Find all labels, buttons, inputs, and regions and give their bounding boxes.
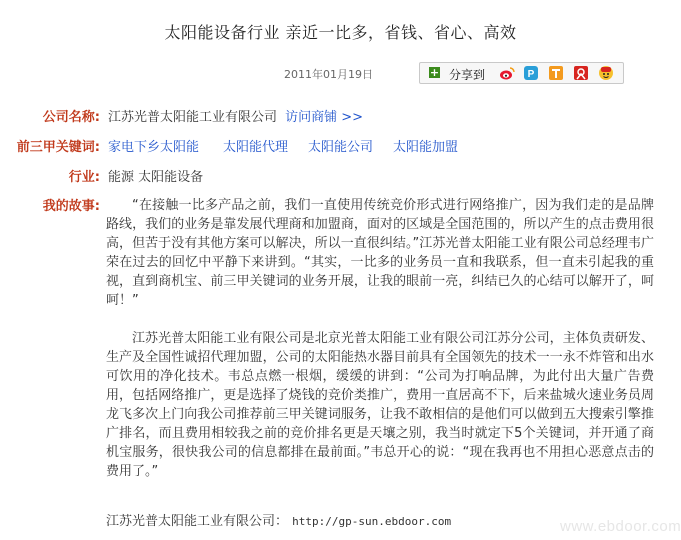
qzone-icon[interactable] <box>523 65 539 81</box>
footer-contact <box>106 510 451 529</box>
tianya-icon[interactable] <box>548 65 564 81</box>
renren-icon[interactable] <box>573 65 589 81</box>
keyword-link[interactable]: 太阳能加盟 <box>393 140 459 155</box>
industry-value: 能源 太阳能设备 <box>108 170 204 185</box>
story-body <box>106 196 654 500</box>
story-paragraph: “在接触一比多产品之前，我们一直使用传统竞价形式进行网络推广，因为我们走的是品牌路线，我们的业务是靠发展代理商和加盟商，面对的区域是全国范围的，所以产生的点击费用很高，但苦于没有其他方案可以解决，所以一直很纠结。”江苏光普太阳能工业有限公司总经理韦广荣在过去的回忆中平静下来讲到。“其实，一比多的业务员一直和我联系，但一直未引起我的重视，直到商机宝、前三甲关键词的业务开展，让我的眼前一亮，纠结已久的心结可以解开了，呵呵！” <box>106 198 654 308</box>
company-row <box>0 106 681 124</box>
company-name-text: 江苏光普太阳能工业有限公司 <box>108 110 278 125</box>
keyword-link[interactable]: 太阳能公司 <box>308 140 374 155</box>
story-label: 我的故事: <box>42 199 100 214</box>
share-label[interactable]: 分享到 <box>449 68 486 82</box>
footer-url[interactable]: http://gp-sun.ebdoor.com <box>292 515 452 528</box>
keyword-link[interactable]: 家电下乡太阳能 <box>108 140 200 155</box>
industry-row <box>0 166 681 184</box>
share-bar[interactable] <box>419 62 624 84</box>
watermark: www.ebdoor.com <box>560 518 681 535</box>
keywords-row <box>0 136 681 154</box>
industry-label: 行业: <box>68 170 100 185</box>
keywords-label: 前三甲关键词: <box>16 140 100 155</box>
plus-icon[interactable]: + <box>429 66 440 79</box>
svg-text:P: P <box>527 69 535 80</box>
kaixin-icon[interactable] <box>598 65 614 81</box>
company-label: 公司名称: <box>42 110 100 125</box>
story-paragraph: 江苏光普太阳能工业有限公司是北京光普太阳能工业有限公司江苏分公司，主体负责研发、生产及全国性诚招代理加盟，公司的太阳能热水器目前具有全国领先的技术一一永不炸管和出水可饮用的净化技术。韦总点燃一根烟，缓缓的讲到：“公司为打响品牌，为此付出大量广告费用，包括网络推广，更是选择了烧钱的竞价类推广，费用一直居高不下，后来盐城火速业务员周龙飞多次上门向我公司推荐前三甲关键词服务，让我不敢相信的是他们可以做到五大搜索引擎推广排名，而且费用相较我之前的竞价排名更是天壤之别，我当时就定下5个关键词，并开通了商机宝服务，很快我公司的信息都排在最前面。”韦总开心的说：“现在我再也不用担心恶意点击的费用了。” <box>106 331 654 479</box>
keyword-link[interactable]: 太阳能代理 <box>223 140 289 155</box>
article-title: 太阳能设备行业 亲近一比多，省钱、省心、高效 <box>164 23 517 42</box>
company-name <box>108 106 363 125</box>
publish-date: 2011年01月19日 <box>284 68 373 81</box>
weibo-icon[interactable] <box>499 65 515 81</box>
visit-shop-link[interactable]: 访问商铺 >> <box>285 110 364 125</box>
footer-company: 江苏光普太阳能工业有限公司： <box>106 514 289 529</box>
